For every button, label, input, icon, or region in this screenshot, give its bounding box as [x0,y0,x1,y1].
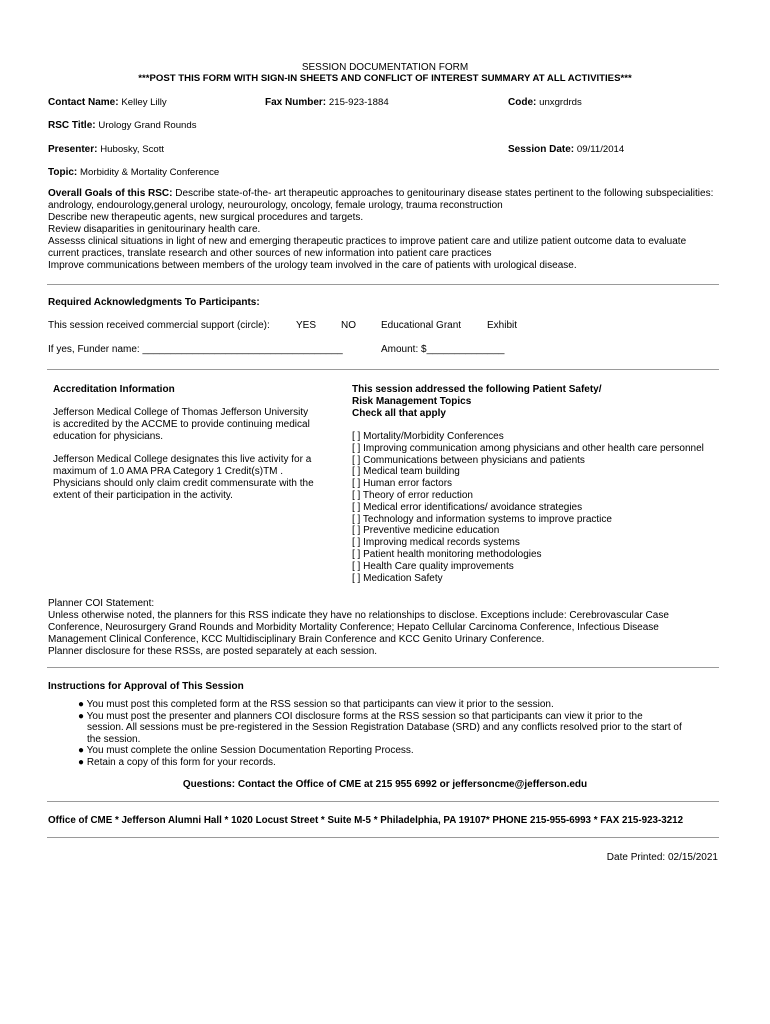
bullet-icon: ● [78,699,85,710]
instruction-item: ● You must post this completed form at the RSS session so that participants can view it prior to the session. [78,699,554,710]
goals-section [48,188,713,272]
instruction-item: ● You must post the presenter and planners COI disclosure forms at the RSS session so that participants can view it prior to the [78,710,643,722]
amount-field[interactable]: Amount: $______________ [381,344,505,355]
divider [47,837,719,838]
divider [47,801,719,802]
instruction-item: ● Retain a copy of this form for your records. [78,756,276,768]
code-label: Code: [508,97,537,108]
accreditation-para2 [53,454,314,502]
coi-line: Planner disclosure for these RSSs, are posted separately at each session. [48,646,378,657]
safety-checkbox-item[interactable]: [ ] Improving communication among physicians and other health care personnel [352,442,704,454]
coi-line: Unless otherwise noted, the planners for this RSS indicate they have no relationships to disclose. Exceptions include: Cerebrovascular Case [48,610,669,621]
office-address: Office of CME * Jefferson Alumni Hall * 1020 Locust Street * Suite M-5 * Philadelphia, PA 19107* PHONE 215-955-6993 * FAX 215-923-3212 [48,815,684,826]
instruction-item-cont: the session. [87,733,141,745]
option-exhibit[interactable]: Exhibit [487,320,518,331]
safety-checklist [352,431,704,584]
session-date-row [508,144,624,155]
goals-label: Overall Goals of this RSC: [48,188,173,199]
safety-checkbox-item[interactable]: [ ] Medical team building [352,466,460,478]
safety-heading-line: Check all that apply [352,408,446,419]
safety-heading [352,384,602,420]
form-subtitle: ***POST THIS FORM WITH SIGN-IN SHEETS AND CONFLICT OF INTEREST SUMMARY AT ALL ACTIVITIES*** [138,73,632,84]
rsc-title-label: RSC Title: [48,120,96,131]
accreditation-line: education for physicians. [53,431,164,442]
coi-line: Conference, Neurosurgery Grand Rounds and Morbidity Mortality Conference; Hepato Cellular Carcinoma Conference, Infectious Disease [48,622,659,633]
presenter-row [48,144,164,155]
date-printed: Date Printed: 02/15/2021 [606,852,718,863]
topic-row [48,167,219,178]
safety-heading-line: Risk Management Topics [352,396,472,407]
topic-value: Morbidity & Mortality Conference [80,167,220,178]
safety-checkbox-item[interactable]: [ ] Preventive medicine education [352,525,500,537]
safety-checkbox-item[interactable]: [ ] Theory of error reduction [352,489,473,501]
rsc-title-value: Urology Grand Rounds [98,120,197,131]
contact-row [48,97,167,108]
goals-line: Improve communications between members of the urology team involved in the care of patients with urological disease. [48,260,577,271]
code-value: unxgrdrds [539,97,582,108]
accreditation-para1 [53,407,310,443]
fax-label: Fax Number: [265,97,327,108]
safety-checkbox-item[interactable]: [ ] Patient health monitoring methodologies [352,548,542,560]
session-date-value: 09/11/2014 [576,144,625,155]
instruction-item: ● You must complete the online Session Documentation Reporting Process. [78,745,414,757]
divider [47,667,719,668]
presenter-value: Hubosky, Scott [100,144,165,155]
form-title: SESSION DOCUMENTATION FORM [301,62,469,73]
goals-line: current practices, translate research and other sources of new information into patient care practices [48,248,492,259]
divider [47,369,719,370]
safety-checkbox-item[interactable]: [ ] Medical error identifications/ avoidance strategies [352,501,583,513]
goals-first-line: Describe state-of-the- art therapeutic approaches to genitourinary disease states pertinent to the following subspecialities: [175,188,714,199]
accreditation-line: maximum of 1.0 AMA PRA Category 1 Credit(s)TM . [53,466,284,477]
coi-statement [48,598,669,658]
goals-line: andrology, endourology,general urology, neurourology, oncology, female urology, trauma reconstruction [48,200,503,211]
safety-checkbox-item[interactable]: [ ] Technology and information systems to improve practice [352,513,612,525]
goals-line: Review disaparities in genitourinary health care. [48,224,261,235]
contact-label: Contact Name: [48,97,119,108]
bullet-icon: ● [78,710,85,722]
bullet-icon: ● [78,745,85,757]
goals-line: Assesss clinical situations in light of new and emerging therapeutic practices to improve patient care and utilize patient outcome data to evaluate [48,236,687,247]
code-row [508,97,582,108]
instruction-item-cont: session. All sessions must be pre-registered in the Session Registration Database (SRD) and any conflicts resolved prior to the start of [87,722,682,734]
accreditation-line: extent of their participation in the activity. [53,490,233,501]
accreditation-line: Physicians should only claim credit commensurate with the [53,478,314,489]
accreditation-line: is accredited by the ACCME to provide continuing medical [53,419,310,430]
goals-line: Describe new therapeutic agents, new surgical procedures and targets. [48,212,364,223]
safety-checkbox-item[interactable]: [ ] Medication Safety [352,572,443,584]
safety-checkbox-item[interactable]: [ ] Communications between physicians and patients [352,454,585,466]
option-yes[interactable]: YES [296,320,317,331]
fax-row [265,97,389,108]
option-no[interactable]: NO [341,320,356,331]
questions-contact: Questions: Contact the Office of CME at 215 955 6992 or jeffersoncme@jefferson.edu [182,779,588,790]
funder-name-field[interactable]: If yes, Funder name: ____________________________________ [48,344,343,355]
session-date-label: Session Date: [508,144,575,155]
accreditation-line: Jefferson Medical College of Thomas Jefferson University [53,407,309,418]
safety-checkbox-item[interactable]: [ ] Human error factors [352,478,453,490]
safety-checkbox-item[interactable]: [ ] Health Care quality improvements [352,560,514,572]
accreditation-line: Jefferson Medical College designates this live activity for a [53,454,312,465]
accreditation-heading: Accreditation Information [53,384,175,395]
option-educational-grant[interactable]: Educational Grant [381,320,462,331]
acknowledgments-heading: Required Acknowledgments To Participants: [48,297,260,308]
coi-line: Planner COI Statement: [48,598,155,609]
rsc-title-row [48,120,197,131]
fax-value: 215-923-1884 [328,97,389,108]
safety-checkbox-item[interactable]: [ ] Improving medical records systems [352,537,520,549]
safety-checkbox-item[interactable]: [ ] Mortality/Morbidity Conferences [352,431,504,442]
coi-line: Management Clinical Conference, KCC Multidisciplinary Brain Conference and KCC Genito Urinary Conference. [48,634,545,645]
bullet-icon: ● [78,756,85,768]
divider [47,284,719,285]
instructions-heading: Instructions for Approval of This Session [48,681,244,692]
contact-value: Kelley Lilly [121,97,167,108]
safety-heading-line: This session addressed the following Patient Safety/ [352,384,602,395]
presenter-label: Presenter: [48,144,98,155]
instructions-list [78,699,682,769]
topic-label: Topic: [48,167,78,178]
commercial-support-label: This session received commercial support (circle): [48,320,270,331]
